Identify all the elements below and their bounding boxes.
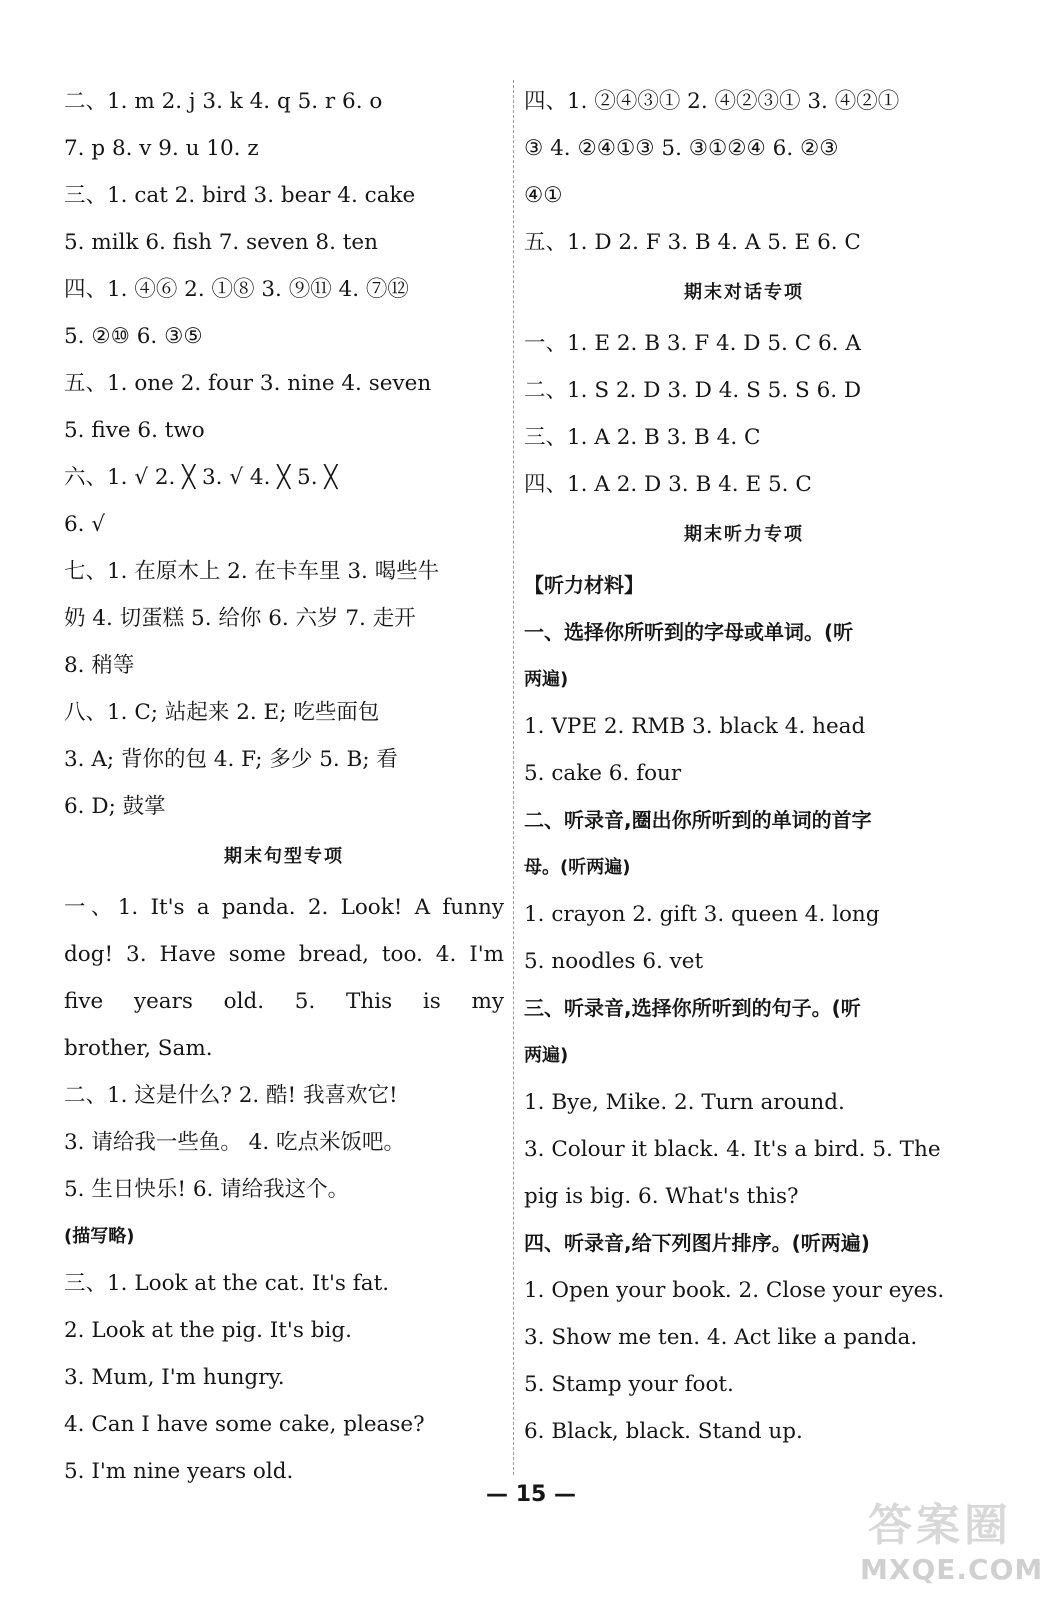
answer-line: 3. Mum, I'm hungry. — [64, 1365, 285, 1390]
answer-line: 1. crayon 2. gift 3. queen 4. long — [524, 902, 880, 927]
answer-line: 母。(听两遍) — [524, 857, 631, 878]
page-number: — 15 — — [486, 1482, 576, 1507]
answer-line: 两遍) — [524, 669, 569, 690]
answer-line: 5. 生日快乐! 6. 请给我这个。 — [64, 1177, 350, 1202]
answer-line: 四、1. ④⑥ 2. ①⑧ 3. ⑨⑪ 4. ⑦⑫ — [64, 277, 409, 302]
right-column — [524, 78, 964, 1455]
left-column — [64, 78, 504, 1495]
answer-line: brother, Sam. — [64, 1036, 213, 1061]
answer-line: 3. A; 背你的包 4. F; 多少 5. B; 看 — [64, 747, 398, 772]
answer-line: 3. 请给我一些鱼。 4. 吃点米饭吧。 — [64, 1130, 406, 1155]
answer-line: 5. noodles 6. vet — [524, 949, 704, 974]
answer-line: 5. ②⑩ 6. ③⑤ — [64, 324, 203, 349]
answer-line: 三、1. cat 2. bird 3. bear 4. cake — [64, 183, 416, 208]
answer-line: 五、1. one 2. four 3. nine 4. seven — [64, 371, 432, 396]
answer-line: five years old. 5. This is my — [64, 989, 504, 1014]
answer-line: 一、选择你所听到的字母或单词。(听 — [524, 620, 854, 644]
watermark-url: MXQE.COM — [860, 1553, 1044, 1586]
answer-line: 八、1. C; 站起来 2. E; 吃些面包 — [64, 700, 380, 725]
answer-line: 5. cake 6. four — [524, 761, 682, 786]
answer-line: 2. Look at the pig. It's big. — [64, 1318, 352, 1343]
section-heading: 期末听力专项 — [684, 524, 804, 545]
answer-line: 二、听录音,圈出你所听到的单词的首字 — [524, 808, 872, 832]
answer-line: 6. Black, black. Stand up. — [524, 1419, 803, 1444]
section-heading: 期末对话专项 — [684, 282, 804, 303]
answer-line: 1. Open your book. 2. Close your eyes. — [524, 1278, 945, 1303]
answer-line: 二、1. m 2. j 3. k 4. q 5. r 6. o — [64, 89, 383, 114]
answer-line: 5. Stamp your foot. — [524, 1372, 734, 1397]
section-heading: 期末句型专项 — [224, 846, 344, 867]
answer-line: 两遍) — [524, 1045, 569, 1066]
answer-line: 3. Show me ten. 4. Act like a panda. — [524, 1325, 918, 1350]
answer-line: 8. 稍等 — [64, 653, 135, 678]
answer-line: 三、听录音,选择你所听到的句子。(听 — [524, 996, 861, 1020]
answer-line: 6. D; 鼓掌 — [64, 794, 166, 819]
answer-line: 三、1. Look at the cat. It's fat. — [64, 1271, 390, 1296]
answer-line: 1. Bye, Mike. 2. Turn around. — [524, 1090, 845, 1115]
answer-line: 六、1. √ 2. ╳ 3. √ 4. ╳ 5. ╳ — [64, 465, 338, 490]
answer-line: 5. I'm nine years old. — [64, 1459, 294, 1484]
answer-line: 1. VPE 2. RMB 3. black 4. head — [524, 714, 866, 739]
answer-line: 四、1. ②④③① 2. ④②③① 3. ④②① — [524, 89, 900, 114]
answer-line: 7. p 8. v 9. u 10. z — [64, 136, 259, 161]
answer-line: 一、1. It's a panda. 2. Look! A funny — [64, 895, 504, 920]
answer-line: ③ 4. ②④①③ 5. ③①②④ 6. ②③ — [524, 136, 839, 161]
answer-line: 四、听录音,给下列图片排序。(听两遍) — [524, 1231, 870, 1255]
answer-line: (描写略) — [64, 1226, 135, 1247]
answer-line: 一、1. E 2. B 3. F 4. D 5. C 6. A — [524, 331, 861, 356]
answer-line: 五、1. D 2. F 3. B 4. A 5. E 6. C — [524, 230, 861, 255]
answer-line: pig is big. 6. What's this? — [524, 1184, 799, 1209]
answer-line: ④① — [524, 183, 563, 208]
answer-line: 二、1. S 2. D 3. D 4. S 5. S 6. D — [524, 378, 862, 403]
answer-line: 3. Colour it black. 4. It's a bird. 5. The — [524, 1137, 941, 1162]
watermark-logo: 答案圈 — [868, 1500, 1012, 1551]
answer-line: dog! 3. Have some bread, too. 4. I'm — [64, 942, 504, 967]
answer-line: 【听力材料】 — [524, 573, 644, 597]
answer-line: 三、1. A 2. B 3. B 4. C — [524, 425, 761, 450]
column-divider — [513, 80, 514, 1475]
answer-line: 四、1. A 2. D 3. B 4. E 5. C — [524, 472, 812, 497]
answer-line: 6. √ — [64, 512, 106, 537]
answer-line: 七、1. 在原木上 2. 在卡车里 3. 喝些牛 — [64, 559, 440, 584]
answer-line: 奶 4. 切蛋糕 5. 给你 6. 六岁 7. 走开 — [64, 606, 416, 631]
answer-line: 5. five 6. two — [64, 418, 205, 443]
answer-line: 二、1. 这是什么? 2. 酷! 我喜欢它! — [64, 1083, 398, 1108]
answer-line: 4. Can I have some cake, please? — [64, 1412, 425, 1437]
answer-line: 5. milk 6. fish 7. seven 8. ten — [64, 230, 378, 255]
